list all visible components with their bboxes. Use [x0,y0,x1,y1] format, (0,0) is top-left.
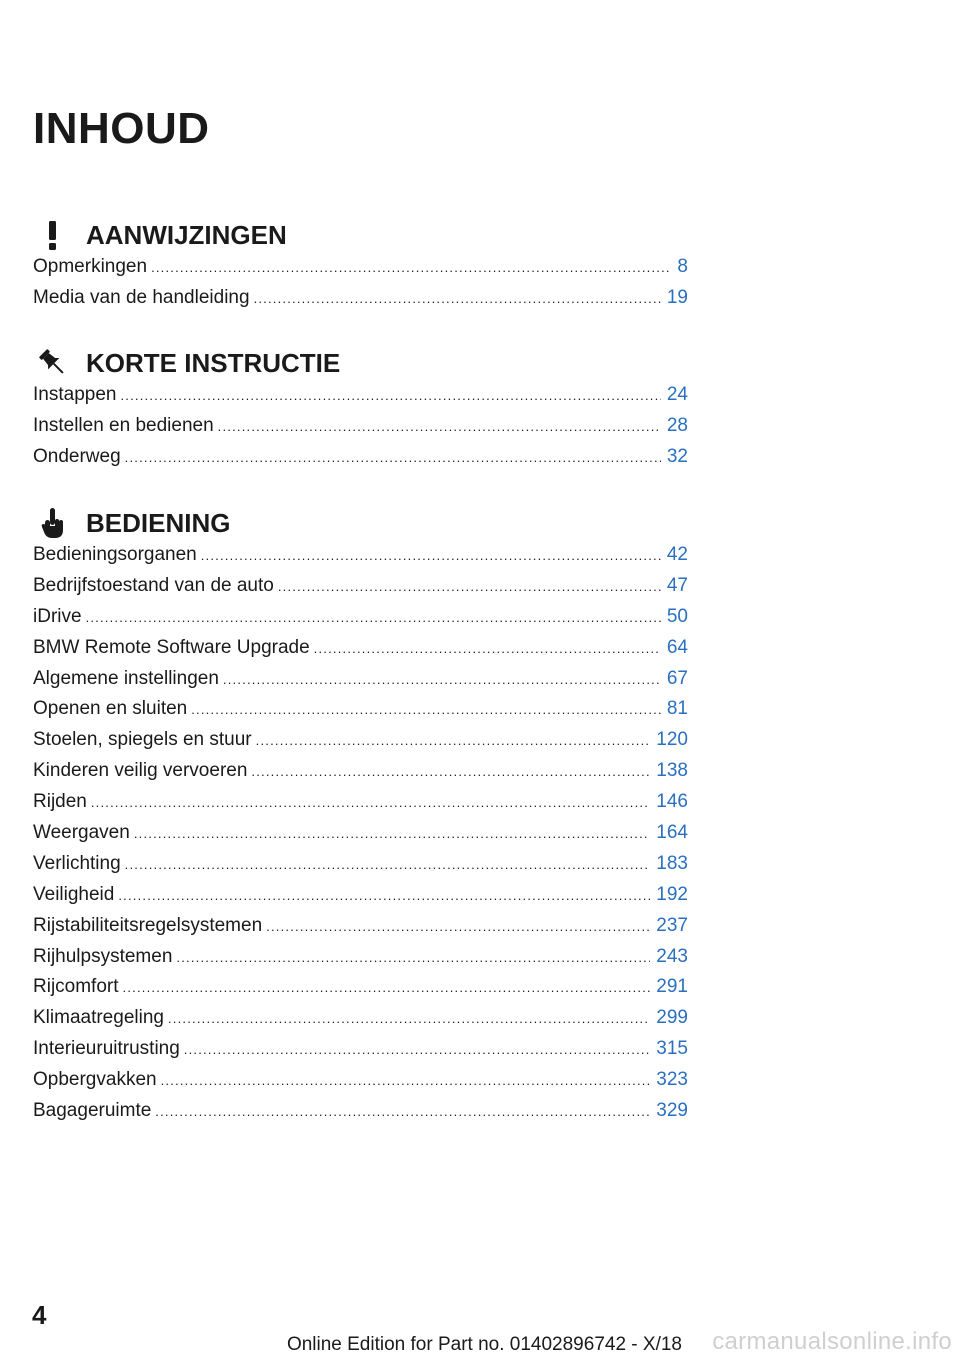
toc-entry-page[interactable]: 19 [666,286,688,308]
dot-leader [176,950,650,965]
toc-entry-label: Kinderen veilig vervoeren [33,760,248,782]
toc-entry-page[interactable]: 120 [656,729,688,751]
toc-entry-label: Instappen [33,384,117,405]
dot-leader [278,579,661,594]
dot-leader [314,641,661,656]
toc-entry-page[interactable]: 243 [656,945,688,967]
section-header [33,216,688,256]
toc-entry-page[interactable]: 237 [656,914,688,936]
toc-entry-page[interactable]: 67 [666,667,688,689]
toc-entry[interactable] [33,668,688,699]
dot-leader [223,672,661,687]
toc-entry-page[interactable]: 138 [656,760,688,782]
toc-entry-page[interactable]: 8 [677,256,688,277]
section-title: KORTE INSTRUCTIE [86,348,341,378]
toc-entry[interactable] [33,976,688,1007]
dot-leader [201,548,661,563]
toc-entry[interactable] [33,698,688,729]
toc-entry-label: Bedrijfstoestand van de auto [33,574,274,596]
toc-entry[interactable] [33,729,688,760]
dot-leader [256,733,651,748]
dot-leader [125,857,651,872]
page-number: 4 [32,1300,47,1330]
toc-entry-label: Instellen en bedienen [33,414,214,436]
toc-entry[interactable] [33,822,688,853]
toc-entry[interactable] [33,946,688,977]
toc-entry-label: iDrive [33,605,82,627]
toc-entry-page[interactable]: 28 [666,414,688,436]
toc-entry[interactable] [33,446,688,477]
dot-leader [168,1011,650,1026]
toc-entry-label: Interieuruitrusting [33,1038,180,1060]
toc-entry[interactable] [33,1069,688,1100]
toc-entry-label: Media van de handleiding [33,286,250,308]
toc-entry[interactable] [33,256,688,287]
toc-entry-label: Rijstabiliteitsregelsystemen [33,914,263,936]
dot-leader [151,260,671,275]
toc-entry-page[interactable]: 42 [666,544,688,565]
toc-entry-label: Rijhulpsystemen [33,945,173,967]
toc-entry-page[interactable]: 81 [666,698,688,720]
dot-leader [266,919,650,934]
toc-entry-label: Bagageruimte [33,1100,152,1122]
toc-entry-page[interactable]: 146 [656,791,688,813]
dot-leader [155,1104,650,1119]
toc-entry[interactable] [33,637,688,668]
dot-leader [184,1042,651,1057]
toc-entry-label: Bedieningsorganen [33,544,197,565]
toc-entry-label: Klimaatregeling [33,1007,164,1029]
toc-entry-label: Openen en sluiten [33,698,188,720]
section-header [33,344,688,384]
toc-entry-page[interactable]: 183 [656,852,688,874]
toc-entry-page[interactable]: 192 [656,883,688,905]
toc-entry[interactable] [33,606,688,637]
dot-leader [161,1073,651,1088]
toc-entry-page[interactable]: 32 [666,445,688,467]
toc-entry-label: Opmerkingen [33,256,148,277]
toc-entry-page[interactable]: 47 [666,574,688,596]
toc-entry-label: Weergaven [33,822,130,844]
dot-leader [191,702,661,717]
dot-leader [254,291,661,306]
toc-entry-label: Stoelen, spiegels en stuur [33,729,252,751]
pointing-hand-icon [33,506,73,540]
toc-entry-page[interactable]: 164 [656,822,688,844]
dot-leader [118,888,650,903]
dot-leader [91,795,650,810]
toc-entry-label: Opbergvakken [33,1069,157,1091]
footer-edition-text: Online Edition for Part no. 01402896742 - X/18 [286,1334,682,1355]
toc-entry[interactable] [33,544,688,575]
section-title: BEDIENING [86,508,231,538]
toc-entry-page[interactable]: 24 [666,384,688,405]
section-aanwijzingen [33,216,688,318]
toc-entry-label: Rijcomfort [33,976,119,998]
toc-entry-page[interactable]: 64 [666,636,688,658]
toc-entry-page[interactable]: 315 [656,1038,688,1060]
dot-leader [134,826,650,841]
dot-leader [86,610,661,625]
dot-leader [123,980,651,995]
toc-entry[interactable] [33,915,688,946]
toc-entry[interactable] [33,384,688,415]
pin-icon [33,346,73,380]
page-title: INHOUD [33,104,210,153]
toc-entry-page[interactable]: 299 [656,1007,688,1029]
section-korte-instructie [33,344,688,477]
toc-entry-label: Rijden [33,791,87,813]
section-bediening [33,504,688,1131]
dot-leader [251,764,650,779]
toc-entry[interactable] [33,760,688,791]
toc-entry[interactable] [33,1038,688,1069]
toc-entry[interactable] [33,791,688,822]
dot-leader [120,388,660,403]
toc-entry-page[interactable]: 323 [656,1069,688,1091]
toc-entry-page[interactable]: 329 [656,1100,688,1122]
exclamation-icon [33,218,73,252]
dot-leader [125,450,661,465]
toc-entry-label: Veiligheid [33,883,115,905]
dot-leader [218,419,661,434]
toc-entry-page[interactable]: 291 [656,976,688,998]
toc-list [33,544,688,1131]
toc-entry[interactable] [33,1100,688,1131]
toc-entry[interactable] [33,575,688,606]
toc-entry[interactable] [33,287,688,318]
toc-entry[interactable] [33,884,688,915]
toc-entry-label: Algemene instellingen [33,667,219,689]
toc-entry[interactable] [33,1007,688,1038]
toc-entry[interactable] [33,415,688,446]
toc-entry[interactable] [33,853,688,884]
section-header [33,504,688,544]
toc-entry-page[interactable]: 50 [666,605,688,627]
watermark: carmanualsonline.info [712,1328,952,1355]
toc-entry-label: Onderweg [33,445,121,467]
section-title: AANWIJZINGEN [86,220,287,250]
toc-entry-label: BMW Remote Software Upgrade [33,636,310,658]
toc-entry-label: Verlichting [33,852,121,874]
